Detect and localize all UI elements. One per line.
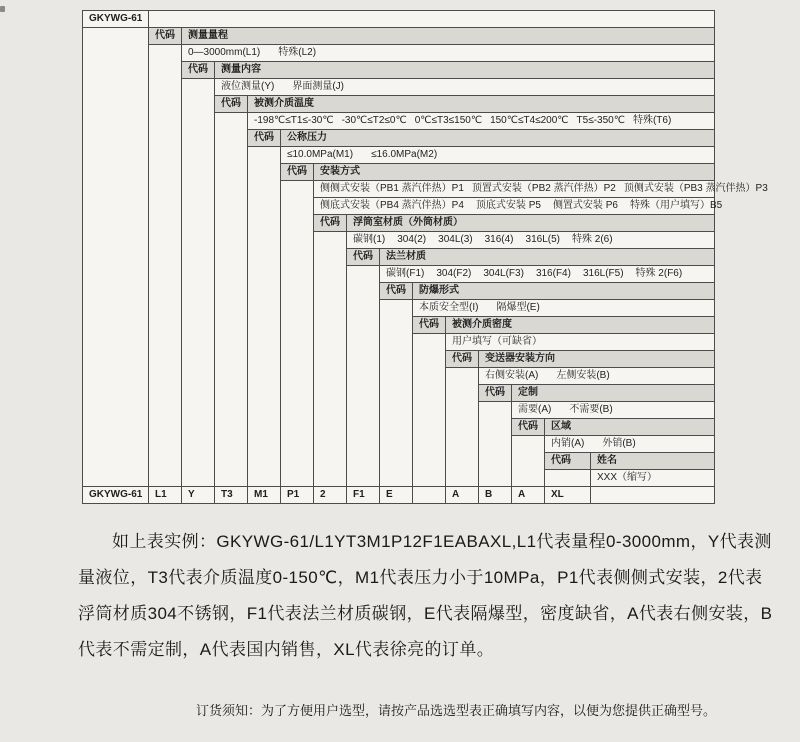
level-name-cell: 安装方式 [314, 164, 715, 181]
option: T5≤-350℃ [576, 115, 625, 126]
option: 外销(B) [602, 438, 636, 449]
option: 内销(A) [551, 438, 585, 449]
option: 特殊（用户填写）B5 [629, 200, 723, 211]
result-code-cell: 2 [314, 487, 347, 504]
option: 右侧安装(A) [485, 370, 539, 381]
result-code-cell: F1 [347, 487, 380, 504]
spacer-cell [149, 45, 182, 487]
option: 304L(F3) [483, 268, 524, 279]
option: 隔爆型(E) [496, 302, 540, 313]
options-cell [380, 266, 715, 283]
spacer-cell [314, 232, 347, 487]
result-code-cell: T3 [215, 487, 248, 504]
option: 顶底式安装 P5 [475, 200, 541, 211]
result-code-cell [591, 487, 715, 504]
option: 特殊 2(6) [571, 234, 613, 245]
options-cell [479, 368, 715, 385]
code-label-cell: 代码 [545, 453, 591, 470]
code-label-cell: 代码 [314, 215, 347, 232]
option: 侧底式安装（PB4 蒸汽伴热）P4 [320, 200, 464, 211]
options-cell [215, 79, 715, 96]
code-label-cell: 代码 [248, 130, 281, 147]
level-name-cell: 变送器安装方向 [479, 351, 715, 368]
option: 150℃≤T4≤200℃ [490, 115, 569, 126]
spacer-cell [380, 300, 413, 487]
code-label-cell: 代码 [182, 62, 215, 79]
result-code-cell: A [446, 487, 479, 504]
example-line: 代表不需定制，A代表国内销售，XL代表徐亮的订单。 [78, 640, 495, 659]
option: -30℃≤T2≤0℃ [341, 115, 407, 126]
result-model-cell: GKYWG-61 [83, 487, 149, 504]
option: 顶置式安装（PB2 蒸汽伴热）P2 [471, 183, 616, 194]
result-code-cell: M1 [248, 487, 281, 504]
model-cell: GKYWG-61 [83, 11, 149, 28]
option: 316(F4) [535, 268, 571, 279]
options-cell [314, 198, 723, 215]
code-label-cell: 代码 [281, 164, 314, 181]
level-name-cell: 姓名 [591, 453, 715, 470]
scan-artifact [0, 6, 5, 12]
spacer-cell [413, 334, 446, 487]
options-cell [591, 470, 715, 487]
code-label-cell: 代码 [479, 385, 512, 402]
options-cell [413, 300, 715, 317]
option: 界面测量(J) [292, 81, 345, 92]
option: 特殊(T6) [632, 115, 672, 126]
code-label-cell: 代码 [149, 28, 182, 45]
options-cell [314, 181, 768, 198]
level-name-cell: 被测介质温度 [248, 96, 715, 113]
example-paragraph [78, 524, 773, 668]
option: ≤16.0MPa(M2) [371, 149, 438, 160]
level-name-cell: 浮筒室材质（外筒材质） [347, 215, 715, 232]
level-name-cell: 测量内容 [215, 62, 715, 79]
result-code-cell: A [512, 487, 545, 504]
option: 特殊 2(F6) [635, 268, 683, 279]
option: 左侧安装(B) [556, 370, 610, 381]
option: 液位测量(Y) [221, 81, 275, 92]
code-label-cell: 代码 [512, 419, 545, 436]
spacer-cell [545, 470, 591, 487]
options-cell [248, 113, 715, 130]
result-code-cell: B [479, 487, 512, 504]
level-name-cell: 区域 [545, 419, 715, 436]
option: 304(F2) [436, 268, 472, 279]
spacer-cell [215, 113, 248, 487]
option: 侧侧式安装（PB1 蒸汽伴热）P1 [320, 183, 464, 194]
level-name-cell: 法兰材质 [380, 249, 715, 266]
options-cell [446, 334, 715, 351]
example-line: 如上表实例：GKYWG-61/L1YT3M1P12F1EABAXL,L1代表量程0-3000mm，Y代表测 [112, 532, 772, 551]
options-cell [545, 436, 715, 453]
spacer-cell [248, 147, 281, 487]
example-line: 量液位，T3代表介质温度0-150℃，M1代表压力小于10MPa，P1代表侧侧式安装，2代表 [78, 568, 763, 587]
result-code-cell: XL [545, 487, 591, 504]
level-name-cell: 测量量程 [182, 28, 715, 45]
spacer-cell [182, 79, 215, 487]
option: 316(4) [484, 234, 514, 245]
level-name-cell: 公称压力 [281, 130, 715, 147]
options-cell [512, 402, 715, 419]
result-code-cell: P1 [281, 487, 314, 504]
option: 316L(F5) [582, 268, 624, 279]
level-name-cell: 防爆形式 [413, 283, 715, 300]
option: 碳钢(F1) [386, 268, 425, 279]
option: -198℃≤T1≤-30℃ [254, 115, 334, 126]
example-line: 浮筒材质304不锈钢，F1代表法兰材质碳钢，E代表隔爆型，密度缺省，A代表右侧安装，B [78, 604, 773, 623]
model-selection-table [82, 10, 768, 504]
option: 0℃≤T3≤150℃ [414, 115, 483, 126]
option: 本质安全型(I) [419, 302, 479, 313]
option: 304L(3) [438, 234, 473, 245]
options-cell [347, 232, 715, 249]
options-cell [182, 45, 715, 62]
level-name-cell: 被测介质密度 [446, 317, 715, 334]
result-code-cell: E [380, 487, 413, 504]
options-cell [281, 147, 715, 164]
option: 需要(A) [518, 404, 552, 415]
result-code-cell: Y [182, 487, 215, 504]
code-label-cell: 代码 [215, 96, 248, 113]
option: 侧置式安装 P6 [552, 200, 618, 211]
option: 特殊(L2) [278, 47, 317, 58]
spacer-cell [83, 28, 149, 487]
spacer-cell [281, 181, 314, 487]
option: 0—3000mm(L1) [188, 47, 261, 58]
option: 用户填写（可缺省） [452, 336, 542, 347]
option: 304(2) [397, 234, 427, 245]
order-note: 订货须知：为了方便用户选型，请按产品选选型表正确填写内容，以便为您提供正确型号。 [196, 703, 717, 718]
result-code-cell [413, 487, 446, 504]
spacer-cell [149, 11, 715, 28]
option: 顶侧式安装（PB3 蒸汽伴热）P3 [623, 183, 768, 194]
code-label-cell: 代码 [380, 283, 413, 300]
spacer-cell [479, 402, 512, 487]
level-name-cell: 定制 [512, 385, 715, 402]
option: ≤10.0MPa(M1) [287, 149, 354, 160]
spacer-cell [446, 368, 479, 487]
option: XXX（缩写） [597, 472, 658, 483]
option: 不需要(B) [569, 404, 613, 415]
code-label-cell: 代码 [446, 351, 479, 368]
code-label-cell: 代码 [413, 317, 446, 334]
spacer-cell [347, 266, 380, 487]
code-label-cell: 代码 [347, 249, 380, 266]
spacer-cell [512, 436, 545, 487]
option: 碳钢(1) [353, 234, 386, 245]
option: 316L(5) [525, 234, 560, 245]
result-code-cell: L1 [149, 487, 182, 504]
